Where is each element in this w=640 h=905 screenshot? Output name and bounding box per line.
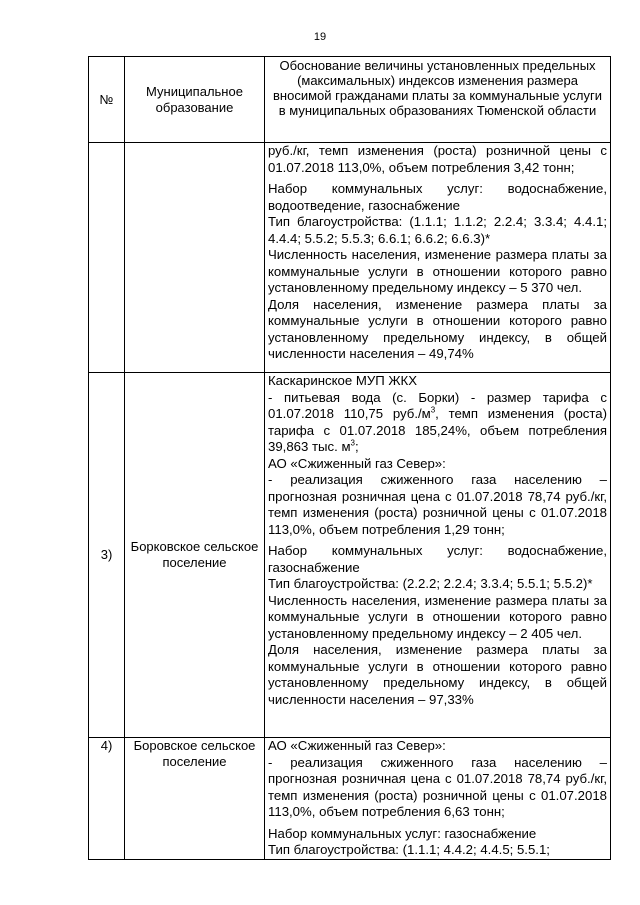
page-number: 19 xyxy=(313,31,327,43)
row-num-cell xyxy=(89,143,125,373)
row-num-cell: 3) xyxy=(89,373,125,738)
indices-table xyxy=(88,56,611,860)
basis-paragraph: АО «Сжиженный газ Север»: xyxy=(268,738,446,753)
header-municipality: Муниципальное образование xyxy=(125,57,265,143)
row-num-cell: 4) xyxy=(89,738,125,860)
basis-paragraph: Доля населения, изменение размера платы за коммунальные услуги в отношении которого равно установленному предельному индексу, в общей численности населения – 49,74% xyxy=(268,296,607,361)
tariff-text-a: - питьевая вода (с. Борки) - размер тарифа с 01.07.2018 110,75 руб./м xyxy=(268,389,607,421)
basis-paragraph: АО «Сжиженный газ Север»: xyxy=(268,455,446,471)
row-name-cell xyxy=(125,143,265,373)
basis-paragraph xyxy=(268,390,607,456)
table-header-row xyxy=(89,57,611,143)
tariff-text-c: ; xyxy=(354,439,359,454)
row-basis-cell xyxy=(265,738,611,860)
table-row xyxy=(89,738,611,860)
table-row xyxy=(89,373,611,738)
basis-paragraph: - реализация сжиженного газа населению – прогнозная розничная цена с 01.07.2018 78,74 руб./кг, темп изменения (роста) розничной цены с 01.07.2018 113,0%, объем потребления 1,29 тонн; xyxy=(268,472,607,537)
basis-paragraph: руб./кг, темп изменения (роста) розничной цены с 01.07.2018 113,0%, объем потребления 3,42 тонн; xyxy=(268,143,607,175)
header-basis: Обоснование величины установленных предельных (максимальных) индексов изменения размера вносимой гражданами платы за коммунальные услуги в муниципальных образованиях Тюменской области xyxy=(265,57,611,143)
table-row xyxy=(89,143,611,373)
basis-paragraph: Доля населения, изменение размера платы за коммунальные услуги в отношении которого равно установленному предельному индексу, в общей численности населения – 97,33% xyxy=(268,642,607,707)
basis-paragraph: Набор коммунальных услуг: водоснабжение, газоснабжение xyxy=(268,543,607,575)
row-name-cell: Боровское сельское поселение xyxy=(125,738,265,860)
row-basis-cell xyxy=(265,373,611,738)
basis-paragraph: Набор коммунальных услуг: газоснабжение xyxy=(268,825,537,841)
basis-paragraph: - реализация сжиженного газа населению – прогнозная розничная цена с 01.07.2018 78,74 руб./кг, темп изменения (роста) розничной цены с 01.07.2018 113,0%, объем потребления 6,63 тонн; xyxy=(268,754,607,819)
header-num: № xyxy=(89,57,125,143)
row-name-cell: Борковское сельское поселение xyxy=(125,373,265,738)
basis-paragraph: Численность населения, изменение размера платы за коммунальные услуги в отношении которого равно установленному предельному индексу – 2 405 чел. xyxy=(268,592,607,641)
superscript: 3 xyxy=(350,438,355,448)
basis-paragraph: Тип благоустройства: (1.1.1; 4.4.2; 4.4.5; 5.5.1; xyxy=(268,842,550,857)
basis-paragraph: Каскаринское МУП ЖКХ xyxy=(268,373,417,388)
superscript: 3 xyxy=(430,405,436,415)
tariff-text-b: , темп изменения (роста) тарифа с 01.07.2018 185,24%, объем потребления 39,863 тыс. м xyxy=(268,406,607,454)
basis-paragraph: Тип благоустройства: (2.2.2; 2.2.4; 3.3.4; 5.5.1; 5.5.2)* xyxy=(268,576,593,591)
basis-paragraph: Набор коммунальных услуг: водоснабжение, водоотведение, газоснабжение xyxy=(268,181,607,213)
row-basis-cell xyxy=(265,143,611,373)
basis-paragraph: Численность населения, изменение размера платы за коммунальные услуги в отношении которого равно установленному предельному индексу – 5 370 чел. xyxy=(268,247,607,295)
basis-paragraph: Тип благоустройства: (1.1.1; 1.1.2; 2.2.4; 3.3.4; 4.4.1; 4.4.4; 5.5.2; 5.5.3; 6.6.1; 6.6.2; 6.6.3)* xyxy=(268,214,607,246)
